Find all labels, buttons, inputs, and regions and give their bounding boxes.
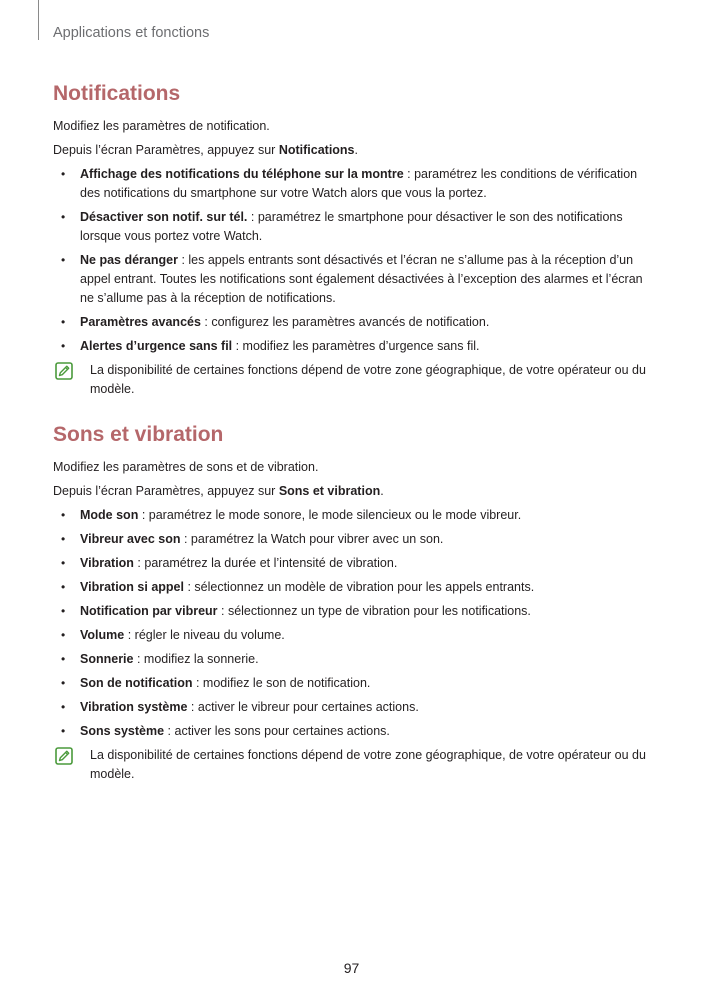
item-desc: : sélectionnez un modèle de vibration pour les appels entrants. — [183, 580, 535, 594]
item-desc: : paramétrez les conditions de vérification des notifications du smartphone sur votre Watch alors que vous la portez. — [80, 167, 638, 200]
note-sounds — [53, 746, 651, 784]
item-term: Son de notification — [80, 676, 193, 690]
sounds-list — [53, 506, 651, 741]
list-item — [53, 722, 651, 741]
item-desc: : modifiez les paramètres d’urgence sans fil. — [232, 339, 480, 353]
item-term: Paramètres avancés — [80, 315, 201, 329]
running-header: Applications et fonctions — [53, 25, 210, 41]
item-term: Vibration système — [80, 700, 188, 714]
list-item — [53, 208, 651, 246]
list-item — [53, 650, 651, 669]
list-item — [53, 337, 651, 356]
bullet-icon: • — [61, 532, 66, 546]
section-sounds — [53, 420, 651, 784]
bullet-icon: • — [61, 700, 66, 714]
item-desc: : modifiez le son de notification. — [192, 676, 371, 690]
item-desc: : sélectionnez un type de vibration pour les notifications. — [217, 604, 531, 618]
bullet-icon: • — [61, 315, 66, 329]
item-desc: : activer les sons pour certaines actions. — [164, 724, 390, 738]
bullet-icon: • — [61, 724, 66, 738]
item-term: Vibration — [80, 556, 134, 570]
note-text: La disponibilité de certaines fonctions dépend de votre zone géographique, de votre opérateur ou du modèle. — [90, 363, 646, 396]
item-desc: : régler le niveau du volume. — [124, 628, 285, 642]
sounds-path — [53, 482, 651, 501]
list-item — [53, 698, 651, 717]
bullet-icon: • — [61, 580, 66, 594]
item-desc: : modifiez la sonnerie. — [133, 652, 259, 666]
sounds-path-menu: Sons et vibration — [278, 484, 381, 498]
page-content — [53, 79, 651, 784]
item-desc: : configurez les paramètres avancés de notification. — [200, 315, 490, 329]
bullet-icon: • — [61, 508, 66, 522]
bullet-icon: • — [61, 604, 66, 618]
section-notifications — [53, 79, 651, 399]
list-item — [53, 578, 651, 597]
item-term: Ne pas déranger — [80, 253, 178, 267]
item-desc: : paramétrez le mode sonore, le mode silencieux ou le mode vibreur. — [138, 508, 522, 522]
list-item — [53, 602, 651, 621]
list-item — [53, 626, 651, 645]
item-term: Désactiver son notif. sur tél. — [80, 210, 248, 224]
item-desc: : paramétrez la durée et l’intensité de vibration. — [133, 556, 398, 570]
item-desc: : activer le vibreur pour certaines actions. — [187, 700, 419, 714]
sounds-intro: Modifiez les paramètres de sons et de vibration. — [53, 460, 319, 474]
note-pencil-icon — [55, 747, 73, 765]
bullet-icon: • — [61, 167, 66, 181]
note-text: La disponibilité de certaines fonctions dépend de votre zone géographique, de votre opérateur ou du modèle. — [90, 748, 646, 781]
notifications-path-suffix: . — [354, 143, 358, 157]
item-term: Notification par vibreur — [80, 604, 218, 618]
item-term: Vibration si appel — [80, 580, 184, 594]
bullet-icon: • — [61, 652, 66, 666]
section-title-notifications: Notifications — [53, 82, 181, 105]
bullet-icon: • — [61, 253, 66, 267]
notifications-path-menu: Notifications — [278, 143, 355, 157]
section-title-sounds: Sons et vibration — [53, 423, 224, 446]
list-item — [53, 313, 651, 332]
item-term: Sons système — [80, 724, 165, 738]
list-item — [53, 554, 651, 573]
bullet-icon: • — [61, 676, 66, 690]
bullet-icon: • — [61, 339, 66, 353]
list-item — [53, 506, 651, 525]
item-term: Alertes d’urgence sans fil — [80, 339, 233, 353]
notifications-list — [53, 165, 651, 356]
bullet-icon: • — [61, 628, 66, 642]
notifications-path — [53, 141, 651, 160]
item-desc: : les appels entrants sont désactivés et l’écran ne s’allume pas à la réception d’un appel entrant. Toutes les notifications sont également désactivées à l’exception des alarmes et l’écran ne s’allume pas à la réception de notifications. — [80, 253, 643, 305]
header-rule — [38, 0, 39, 40]
page-number: 97 — [343, 960, 360, 976]
item-term: Sonnerie — [80, 652, 134, 666]
list-item — [53, 165, 651, 203]
item-term: Mode son — [80, 508, 139, 522]
item-desc: : paramétrez la Watch pour vibrer avec un son. — [180, 532, 444, 546]
item-term: Volume — [80, 628, 125, 642]
notifications-intro: Modifiez les paramètres de notification. — [53, 119, 270, 133]
item-term: Vibreur avec son — [80, 532, 181, 546]
sounds-path-suffix: . — [380, 484, 384, 498]
list-item — [53, 251, 651, 308]
list-item — [53, 674, 651, 693]
sounds-path-prefix: Depuis l’écran Paramètres, appuyez sur — [53, 484, 279, 498]
item-desc: : paramétrez le smartphone pour désactiver le son des notifications lorsque vous portez votre Watch. — [80, 210, 623, 243]
item-term: Affichage des notifications du téléphone sur la montre — [80, 167, 404, 181]
bullet-icon: • — [61, 556, 66, 570]
notifications-path-prefix: Depuis l’écran Paramètres, appuyez sur — [53, 143, 279, 157]
note-pencil-icon — [55, 362, 73, 380]
bullet-icon: • — [61, 210, 66, 224]
list-item — [53, 530, 651, 549]
note-notifications — [53, 361, 651, 399]
